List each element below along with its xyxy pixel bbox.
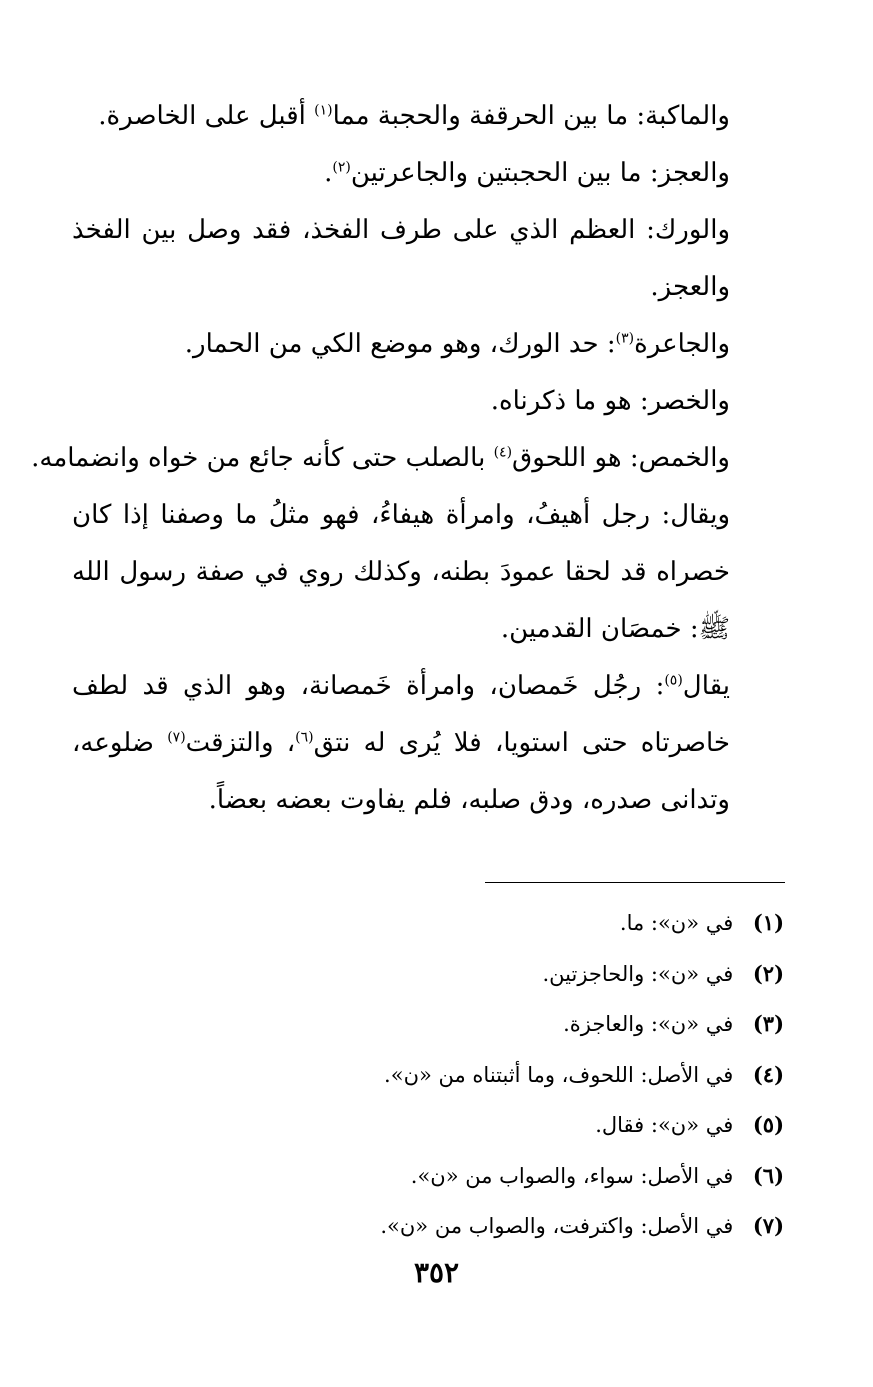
footnote-ref-1[interactable]: (١) [314, 102, 333, 119]
paragraph-text: بالصلب حتى كأنه جائع من خواه وانضمامه. [31, 443, 494, 473]
footnote-2 [72, 949, 784, 1000]
paragraph-ahyaf [72, 487, 788, 658]
paragraph-khasr [72, 373, 788, 430]
footnote-text: في «ن»: ما. [619, 911, 734, 935]
paragraph-text: : رجُل خَمصان، وامرأة خَمصانة، وهو الذي قد لطف خاصرتاه حتى استويا، فلا يُرى له نتق [72, 671, 731, 758]
footnote-number: (١) [752, 910, 784, 935]
footnote-number: (٢) [752, 960, 784, 986]
footnote-text: في الأصل: سواء، والصواب من «ن». [410, 1163, 734, 1188]
paragraph-text: ضلوعه، وتدانى صدره، ودق صلبه، فلم يفاوت بعضه بعضاً. [72, 728, 730, 815]
paragraph-khamsan [72, 658, 788, 829]
footnote-separator [485, 882, 785, 883]
footnote-ref-2[interactable]: (٢) [332, 159, 351, 176]
main-text [31, 88, 788, 829]
footnote-6 [72, 1151, 784, 1202]
footnote-text: في الأصل: اللحوف، وما أثبتناه من «ن». [384, 1062, 734, 1087]
paragraph-text: والماكبة: ما بين الحرقفة والحجبة مما [332, 101, 730, 131]
paragraph-text: ويقال: رجل أهيفُ، وامرأة هيفاءُ، فهو مثلُ ما وصفنا إذا كان خصراه قد لحقا عمودَ بطنه، وكذلك روي في صفة رسول الله ﷺ: خمصَان القدمين. [72, 500, 730, 644]
paragraph-text: يقال [682, 671, 730, 701]
paragraph-text: أقبل على الخاصرة. [98, 101, 315, 131]
paragraph-wirk [72, 202, 788, 316]
paragraph-text: والخصر: هو ما ذكرناه. [490, 386, 730, 416]
paragraph-text: والخمص: هو اللحوق [512, 443, 730, 473]
paragraph-text: . [324, 158, 333, 188]
footnote-number: (٦) [752, 1162, 784, 1188]
footnote-ref-7[interactable]: (٧) [167, 729, 186, 746]
footnote-5 [72, 1100, 784, 1151]
footnote-text: في الأصل: واكترفت، والصواب من «ن». [380, 1214, 734, 1238]
paragraph-text: والورك: العظم الذي على طرف الفخذ، فقد وصل بين الفخذ والعجز. [72, 215, 730, 302]
footnote-ref-3[interactable]: (٣) [615, 330, 635, 347]
footnote-ref-6[interactable]: (٦) [295, 729, 314, 746]
page-number: ٣٥٢ [413, 1256, 460, 1289]
footnote-number: (٤) [752, 1061, 784, 1087]
footnote-number: (٧) [752, 1213, 784, 1238]
paragraph-text: والجاعرة [634, 329, 730, 359]
footnote-number: (٥) [752, 1112, 784, 1137]
footnote-number: (٣) [752, 1011, 784, 1036]
paragraph-ajz [72, 145, 788, 202]
paragraph-text: والعجز: ما بين الحجبتين والجاعرتين [350, 158, 730, 188]
footnote-1 [72, 898, 784, 949]
paragraph-text: : حد الورك، وهو موضع الكي من الحمار. [184, 329, 616, 359]
footnote-7 [72, 1201, 784, 1252]
paragraph-jaira [72, 316, 788, 373]
paragraph-khams [31, 430, 788, 487]
paragraph-text: ، والتزقت [185, 728, 296, 758]
footnote-text: في «ن»: فقال. [595, 1113, 734, 1137]
footnote-3 [72, 999, 784, 1050]
footnotes [72, 898, 784, 1252]
footnote-text: في «ن»: والعاجزة. [563, 1012, 734, 1036]
footnote-text: في «ن»: والحاجزتين. [542, 961, 734, 986]
footnote-ref-4[interactable]: (٤) [493, 444, 513, 461]
paragraph-makiba [72, 88, 788, 145]
footnote-4 [72, 1050, 784, 1101]
footnote-ref-5[interactable]: (٥) [664, 672, 683, 689]
